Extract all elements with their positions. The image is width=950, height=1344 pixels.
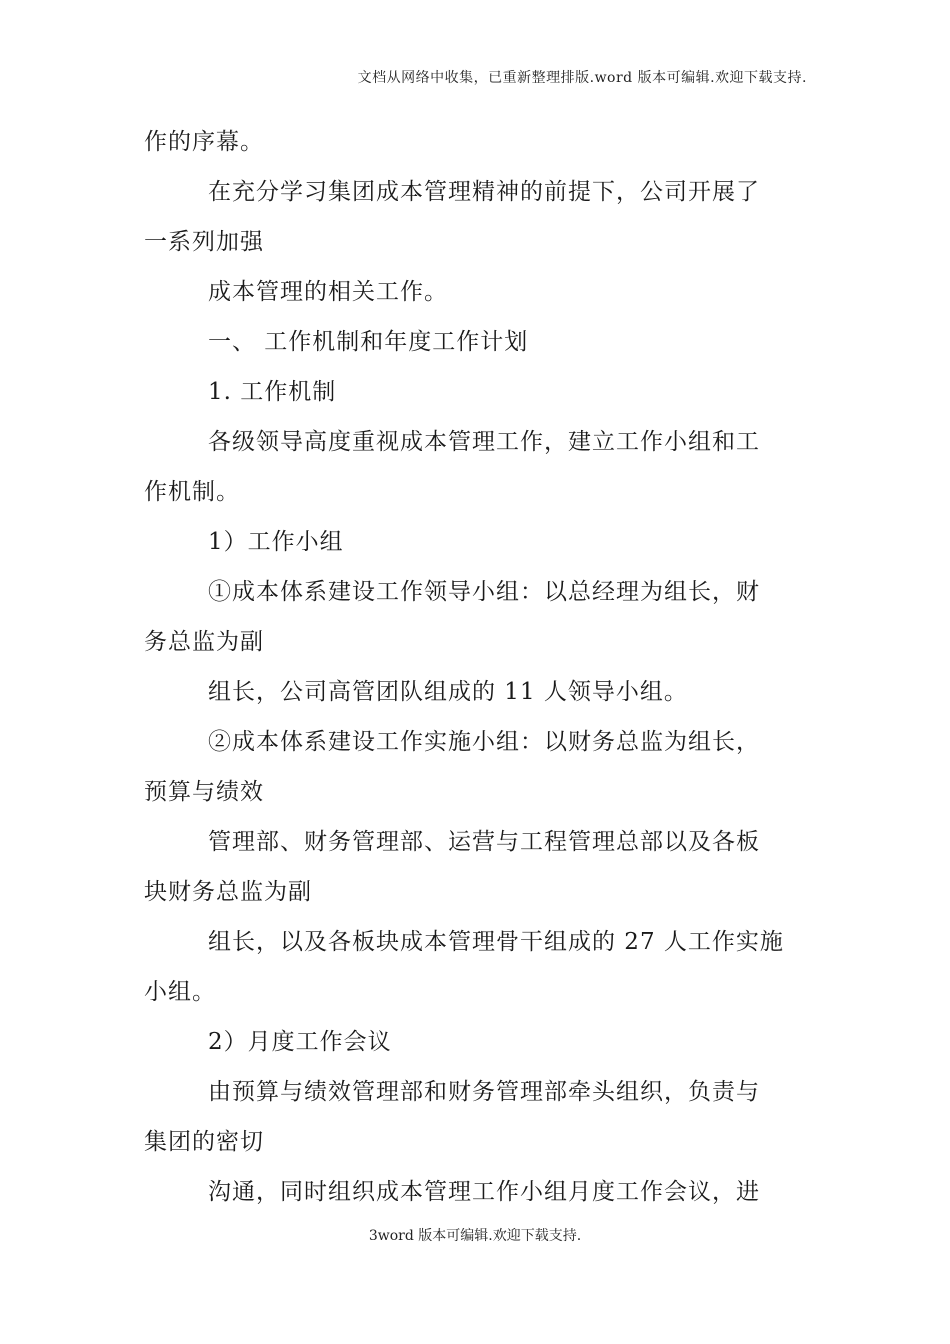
text-line: 一系列加强 bbox=[144, 229, 264, 255]
text-line: ②成本体系建设工作实施小组：以财务总监为组长， bbox=[208, 729, 760, 755]
text-line: 小组。 bbox=[144, 979, 216, 1005]
text-line: 组长，以及各板块成本管理骨干组成的 27 人工作实施 bbox=[208, 929, 784, 955]
text-line: 块财务总监为副 bbox=[144, 879, 312, 905]
text-line: 一、 工作机制和年度工作计划 bbox=[208, 329, 529, 355]
text-line: 1. 工作机制 bbox=[208, 379, 337, 405]
text-line: 作的序幕。 bbox=[144, 129, 264, 155]
text-line: ①成本体系建设工作领导小组：以总经理为组长，财 bbox=[208, 579, 760, 605]
page-header: 文档从网络中收集，已重新整理排版.word 版本可编辑.欢迎下载支持. bbox=[357, 70, 807, 86]
text-line: 由预算与绩效管理部和财务管理部牵头组织，负责与 bbox=[208, 1079, 760, 1105]
text-line: 1）工作小组 bbox=[208, 529, 344, 555]
text-line: 在充分学习集团成本管理精神的前提下，公司开展了 bbox=[208, 179, 760, 205]
text-line: 成本管理的相关工作。 bbox=[208, 279, 448, 305]
text-line: 作机制。 bbox=[144, 479, 240, 505]
text-line: 预算与绩效 bbox=[144, 779, 264, 805]
text-line: 各级领导高度重视成本管理工作，建立工作小组和工 bbox=[208, 429, 760, 455]
text-line: 2）月度工作会议 bbox=[208, 1029, 392, 1055]
document-body bbox=[144, 117, 806, 1217]
text-line: 管理部、财务管理部、运营与工程管理总部以及各板 bbox=[208, 829, 760, 855]
text-line: 组长，公司高管团队组成的 11 人领导小组。 bbox=[208, 679, 688, 705]
text-line: 集团的密切 bbox=[144, 1129, 264, 1155]
page-footer: 3word 版本可编辑.欢迎下载支持. bbox=[368, 1228, 582, 1244]
text-line: 沟通，同时组织成本管理工作小组月度工作会议，进 bbox=[208, 1179, 760, 1205]
text-line: 务总监为副 bbox=[144, 629, 264, 655]
